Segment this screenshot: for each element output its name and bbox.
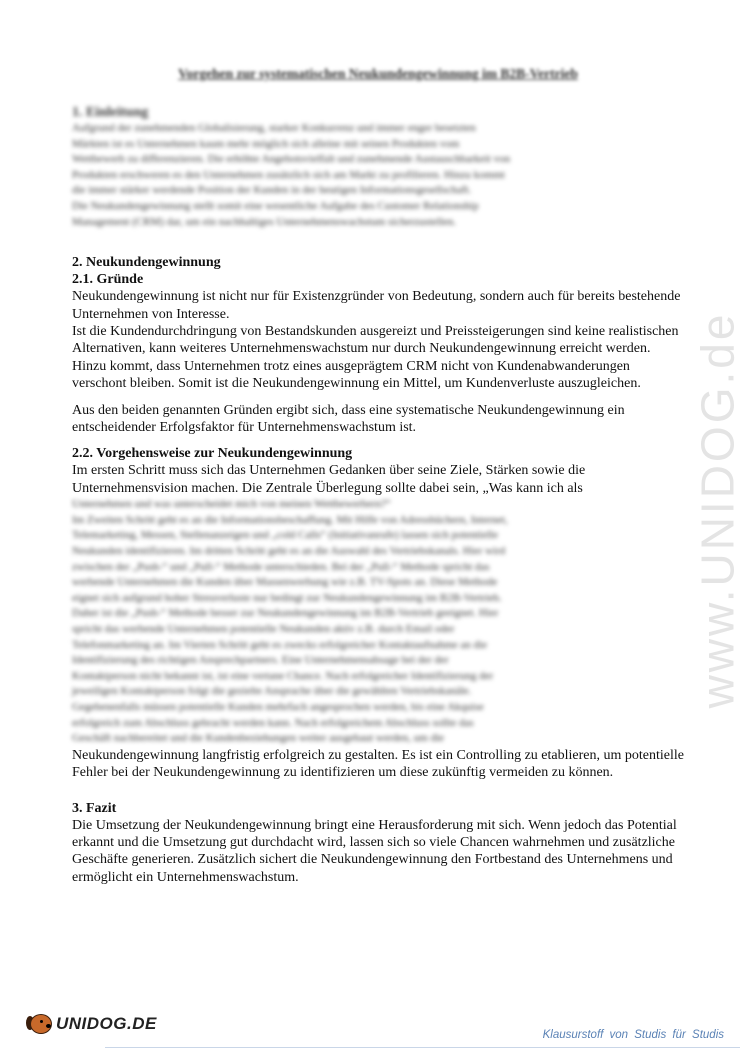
blurred-line: Daher ist die „Push-“ Methode besser zur Neukundengewinnung im B2B-Vertrieb geeignet. Hier [72, 607, 499, 620]
intro-line: Märkten ist es Unternehmen kaum mehr möglich sich alleine mit seinen Produkten vom [72, 137, 460, 150]
section-introduction [72, 104, 684, 230]
blurred-line: Geschäft nachbereitet und die Kundenbeziehungen weiter ausgebaut werden, um die [72, 732, 445, 745]
intro-line: Aufgrund der zunehmenden Globalisierung, starker Konkurrenz und immer enger besetzten [72, 122, 476, 134]
blurred-line: Neukunden identifizieren. Im dritten Schritt geht es an die Auswahl des Vertriebskanals. Hier wird [72, 545, 506, 557]
blurred-line: zwischen der „Push-“ und „Pull-“ Methode unterschieden. Bei der „Pull-“ Methode spricht das [72, 560, 490, 573]
dog-icon [24, 1010, 54, 1038]
subsection-heading-vorgehensweise: 2.2. Vorgehensweise zur Neukundengewinnung [72, 446, 353, 462]
footer-divider [105, 1047, 740, 1048]
section-heading: 2. Neukundengewinnung [72, 255, 221, 271]
paragraph: Die Umsetzung der Neukundengewinnung bringt eine Herausforderung mit sich. Wenn jedoch das Potential erkannt und die Umsetzung gut durchdacht wird, lassen sich so viele Chancen wahrnehmen und zusätzliche Geschäfte generieren. Zusätzlich sichert die Neukundengewinnung den Fortbestand des Unternehmens und ermöglicht ein Unternehmenswachstum. [72, 817, 677, 885]
intro-heading: 1. Einleitung [72, 105, 149, 120]
section-fazit [72, 800, 684, 887]
unidog-logo [24, 1010, 157, 1038]
paragraph: Im ersten Schritt muss sich das Unternehmen Gedanken über seine Ziele, Stärken sowie die Unternehmensvision machen. Die Zentrale Überlegung sollte dabei sein, „Was kann ich als [72, 463, 586, 496]
intro-line: Wettbewerb zu differenzieren. Die erhöhte Angebotsvielfalt und zunehmende Austauschbarkeit von [72, 153, 511, 166]
blurred-text-block [72, 497, 684, 747]
blurred-line: Im Zweiten Schritt geht es an die Informationsbeschaffung. Mit Hilfe von Adressbüchern, Internet, [72, 513, 508, 526]
blurred-line: erfolgreich zum Abschluss gebracht werden kann. Nach erfolgreichem Abschluss sollte das [72, 716, 474, 729]
blurred-line: Identifizierung des richtigen Ansprechpartners. Eine Unternehmensabsage bei der der [72, 654, 449, 667]
document-title: Vorgehen zur systematischen Neukundengewinnung im B2B-Vertrieb [178, 66, 578, 81]
paragraph: Ist die Kundendurchdringung von Bestandskunden ausgereizt und Preissteigerungen sind keine realistischen Alternativen, kann weiteres Unternehmenswachstum nur durch Neukundengewinnung erreicht werden. Hinzu kommt, dass Unternehmen trotz eines ausgeprägtem CRM nicht von Kundenabwanderungen verschont bleiben. Somit ist die Neukundengewinnung ein Mittel, um Kundenverluste auszugleichen. [72, 323, 679, 392]
blurred-line: eignet sich aufgrund hoher Streuverluste nur bedingt zur Neukundengewinnung im B2B-Vertrieb. [72, 591, 502, 604]
blurred-line: Telefonmarketing an. Im Vierten Schritt geht es zwecks erfolgreicher Kontaktaufnahme an die [72, 638, 487, 651]
blurred-line: Telemarketing, Messen, Stellenanzeigen und „cold Calls“ (Initiativanrufe) lassen sich potentielle [72, 529, 498, 542]
footer-slogan: Klausurstoff von Studis für Studis [542, 1029, 724, 1041]
fazit-heading: 3. Fazit [72, 800, 117, 816]
intro-line: Management (CRM) dar, um ein nachhaltiges Unternehmenswachstum sicherzustellen. [72, 215, 457, 228]
blurred-line: werbende Unternehmen die Kunden über Massenwerbung wie z.B. TV-Spots an. Diese Methode [72, 576, 498, 589]
watermark-text: www.UNIDOG.de [691, 311, 744, 709]
watermark [688, 285, 746, 735]
section-neukundengewinnung [72, 254, 684, 781]
paragraph: Neukundengewinnung ist nicht nur für Existenzgründer von Bedeutung, sondern auch für bereits bestehende Unternehmen von Interesse. [72, 289, 681, 322]
intro-line: Die Neukundengewinnung stellt somit eine wesentliche Aufgabe des Customer Relationship [72, 199, 479, 212]
subsection-heading-gruende: 2.1. Gründe [72, 272, 144, 288]
blurred-line: spricht das werbende Unternehmen potentielle Neukunden aktiv z.B. durch Email oder [72, 622, 455, 635]
document-page [72, 66, 684, 886]
blurred-line: Unternehmen und was unterscheidet mich von meinen Wettbewerbern?“ [72, 498, 391, 511]
intro-line: Produkten erschweren es den Unternehmen zusätzlich sich am Markt zu profilieren. Hinzu kommt [72, 168, 505, 181]
blurred-line: Kontaktperson nicht bekannt ist, ist eine vertane Chance. Nach erfolgreicher Identifizierung der [72, 669, 494, 682]
blurred-line: jeweiligen Kontaktperson folgt die gezielte Ansprache über die gewählten Vertriebskanäle. [72, 685, 472, 698]
logo-text: UNIDOG.DE [56, 1014, 157, 1033]
paragraph: Neukundengewinnung langfristig erfolgreich zu gestalten. Es ist ein Controlling zu etablieren, um potentielle Fehler bei der Neukundengewinnung zu identifizieren um diese zukünftig vermeiden zu können. [72, 747, 684, 781]
blurred-line: Gegebenenfalls müssen potentielle Kunden mehrfach angesprochen werden, bis eine Akquise [72, 700, 484, 713]
intro-line: die immer stärker werdende Position der Kunden in der heutigen Informationsgesellschaft. [72, 184, 472, 197]
paragraph: Aus den beiden genannten Gründen ergibt sich, dass eine systematische Neukundengewinnung ein entscheidender Erfolgsfaktor für Unternehmenswachstum ist. [72, 402, 625, 435]
